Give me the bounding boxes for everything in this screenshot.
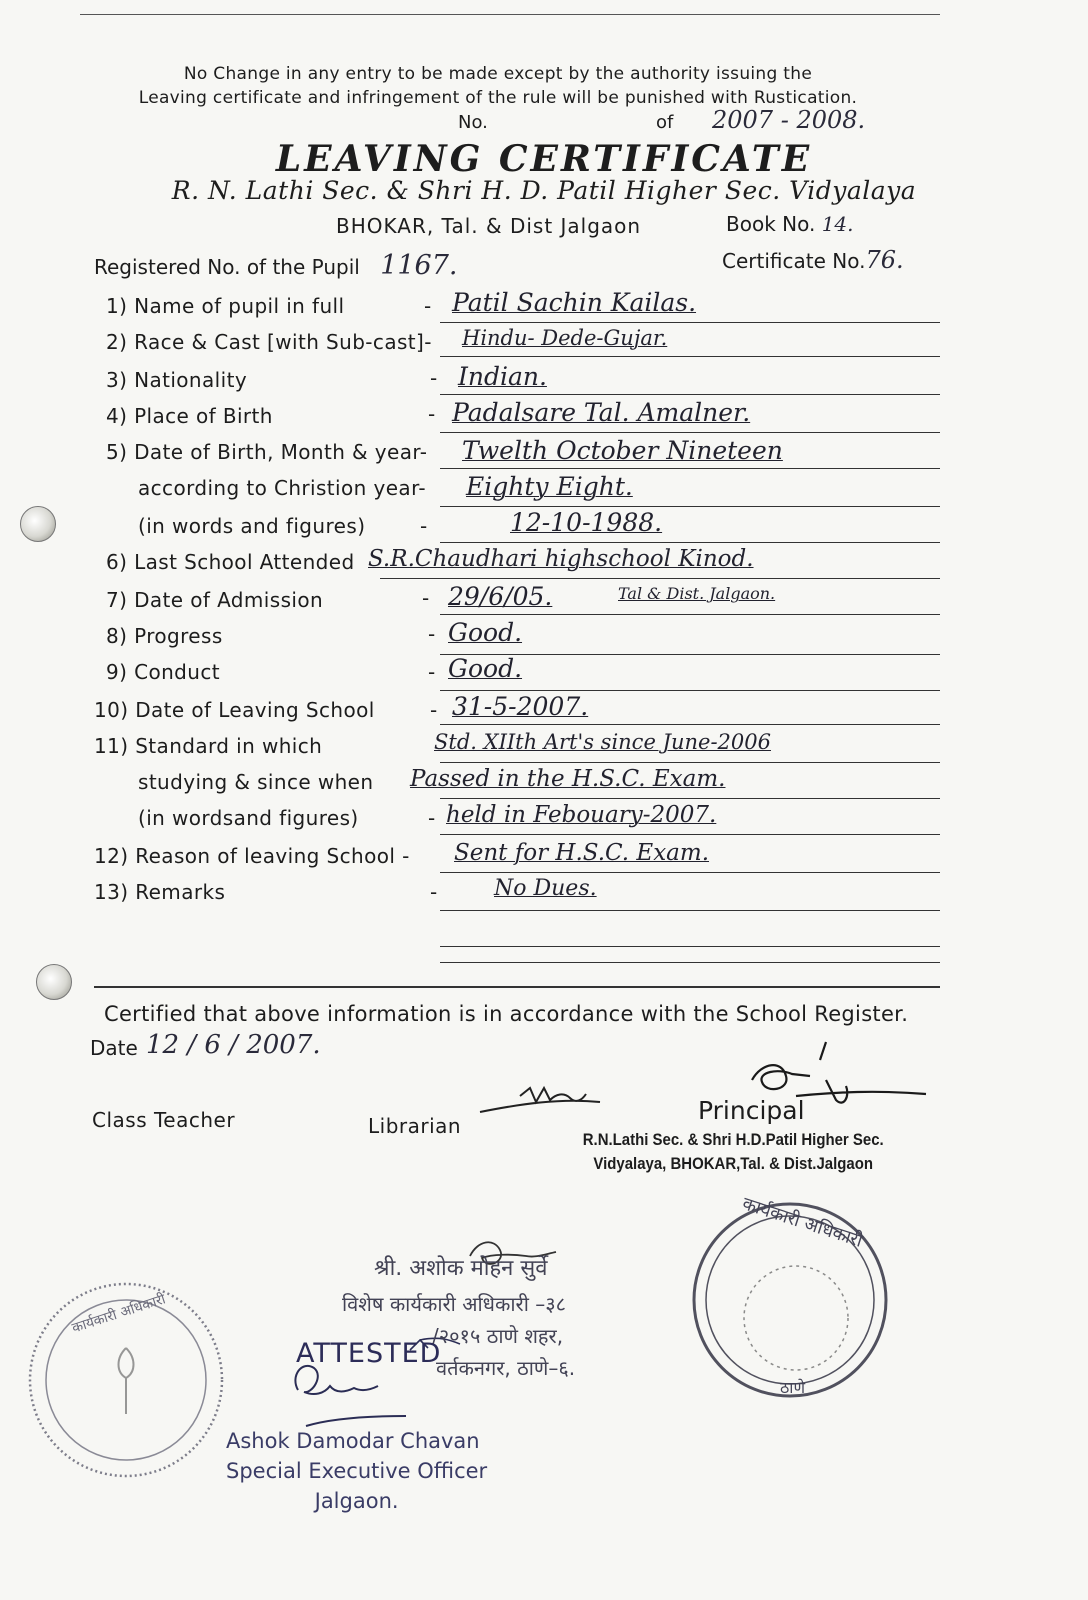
principal-address-line-1: R.N.Lathi Sec. & Shri H.D.Patil Higher Sec. — [582, 1130, 884, 1149]
field-label-name: 1) Name of pupil in full — [106, 294, 345, 318]
reg-value: 1167. — [380, 250, 458, 281]
field-value-remarks: No Dues. — [494, 876, 597, 901]
officer-name: Ashok Damodar Chavan — [226, 1429, 480, 1453]
notice-line-1: No Change in any entry to be made except by the authority issuing the — [183, 64, 813, 84]
field-label-race: 2) Race & Cast [with Sub-cast]- — [106, 330, 432, 354]
field-dash: - — [428, 660, 436, 684]
principal-address-line-2: Vidyalaya, BHOKAR,Tal. & Dist.Jalgaon — [593, 1154, 874, 1173]
certification-statement: Certified that above information is in accordance with the School Register. — [104, 1002, 909, 1026]
date-value: 12 / 6 / 2007. — [146, 1030, 321, 1060]
field-dash: - — [428, 622, 436, 646]
left-stamp-ring-text: कार्यकारी अधिकारी — [70, 1291, 168, 1337]
number-label: No. — [458, 112, 488, 133]
of-label: of — [656, 112, 674, 133]
field-value-nationality: Indian. — [458, 362, 547, 391]
right-stamp-ring-text: कार्यकारी अधिकारी — [739, 1193, 866, 1252]
field-value-admission: 29/6/05. — [448, 582, 553, 611]
field-label-last-school: 6) Last School Attended — [106, 550, 355, 574]
officer-signature — [295, 1366, 406, 1426]
principal-label: Principal — [698, 1096, 805, 1125]
field-dash: - — [422, 586, 430, 610]
attesting-officer-hindi-name: श्री. अशोक मोहन सुर्वे — [374, 1256, 548, 1281]
field-label-christian-year: according to Christion year- — [138, 476, 427, 500]
field-dash: - — [430, 698, 438, 722]
reg-label: Registered No. of the Pupil — [94, 255, 360, 279]
attesting-office-hindi-line-4: वर्तकनगर, ठाणे–६. — [436, 1356, 576, 1380]
field-label-progress: 8) Progress — [106, 624, 223, 648]
librarian-signature — [480, 1088, 600, 1112]
cert-value: 76. — [865, 246, 904, 274]
notice-line-2: Leaving certificate and infringement of the rule will be punished with Rustication. — [138, 88, 858, 108]
field-value-exam-held: held in Febouary-2007. — [446, 802, 717, 828]
librarian-label: Librarian — [368, 1114, 462, 1138]
field-value-last-school: S.R.Chaudhari highschool Kinod. — [368, 546, 754, 572]
field-label-dob: 5) Date of Birth, Month & year- — [106, 440, 428, 464]
officer-stamp — [226, 1426, 487, 1516]
academic-year: 2007 - 2008. — [712, 106, 866, 134]
field-label-standard: 11) Standard in which — [94, 734, 323, 758]
school-name: R. N. Lathi Sec. & Shri H. D. Patil Higher Sec. Vidyalaya — [171, 176, 917, 205]
field-label-birthplace: 4) Place of Birth — [106, 404, 273, 428]
book-value: 14. — [821, 212, 854, 236]
field-dash: - — [420, 514, 428, 538]
punch-hole-bottom — [36, 964, 72, 1000]
certificate-title: LEAVING CERTIFICATE — [275, 138, 813, 180]
field-value-dob-figures: 12-10-1988. — [510, 508, 663, 537]
field-dash: - — [424, 294, 432, 318]
field-value-reason: Sent for H.S.C. Exam. — [454, 840, 710, 866]
field-value-dob-year: Eighty Eight. — [466, 472, 633, 501]
field-dash: - — [428, 402, 436, 426]
field-label-conduct: 9) Conduct — [106, 660, 220, 684]
field-label-words-figures-2: (in wordsand figures) — [138, 806, 359, 830]
field-label-nationality: 3) Nationality — [106, 368, 248, 392]
officer-place: Jalgaon. — [314, 1489, 399, 1513]
field-dash: - — [428, 806, 436, 830]
field-value-standard: Std. XIIth Art's since June-2006 — [434, 730, 771, 754]
field-value-conduct: Good. — [448, 654, 523, 683]
attested-stamp-text: ATTESTED — [296, 1338, 442, 1369]
class-teacher-label: Class Teacher — [92, 1108, 236, 1132]
field-value-leaving-date: 31-5-2007. — [452, 692, 589, 721]
field-value-progress: Good. — [448, 618, 523, 647]
punch-hole-top — [20, 506, 56, 542]
right-stamp-bottom-text: ठाणे — [780, 1378, 806, 1397]
book-label: Book No. — [726, 212, 816, 236]
date-label: Date — [90, 1036, 138, 1060]
field-label-reason: 12) Reason of leaving School - — [94, 844, 410, 868]
cert-label: Certificate No. — [722, 249, 866, 273]
field-value-studying: Passed in the H.S.C. Exam. — [410, 766, 726, 792]
principal-signature — [752, 1042, 926, 1103]
field-label-leaving-date: 10) Date of Leaving School — [94, 698, 375, 722]
field-label-studying: studying & since when — [138, 770, 374, 794]
officer-title: Special Executive Officer — [226, 1459, 488, 1483]
field-value-dob-words: Twelth October Nineteen — [462, 436, 783, 465]
field-label-words-figures: (in words and figures) — [138, 514, 366, 538]
attesting-officer-hindi-designation: विशेष कार्यकारी अधिकारी –३८ — [342, 1292, 567, 1316]
field-value-admission-extra: Tal & Dist. Jalgaon. — [618, 584, 776, 603]
field-dash: - — [430, 366, 438, 390]
field-label-remarks: 13) Remarks — [94, 880, 226, 904]
attesting-office-hindi-line-3: /२०१५ ठाणे शहर, — [432, 1324, 564, 1348]
school-place: BHOKAR, Tal. & Dist Jalgaon — [336, 214, 642, 238]
field-value-race: Hindu- Dede-Gujar. — [462, 326, 668, 350]
field-value-name: Patil Sachin Kailas. — [452, 288, 697, 317]
field-label-admission: 7) Date of Admission — [106, 588, 324, 612]
field-value-birthplace: Padalsare Tal. Amalner. — [452, 398, 751, 427]
field-dash: - — [430, 880, 438, 904]
